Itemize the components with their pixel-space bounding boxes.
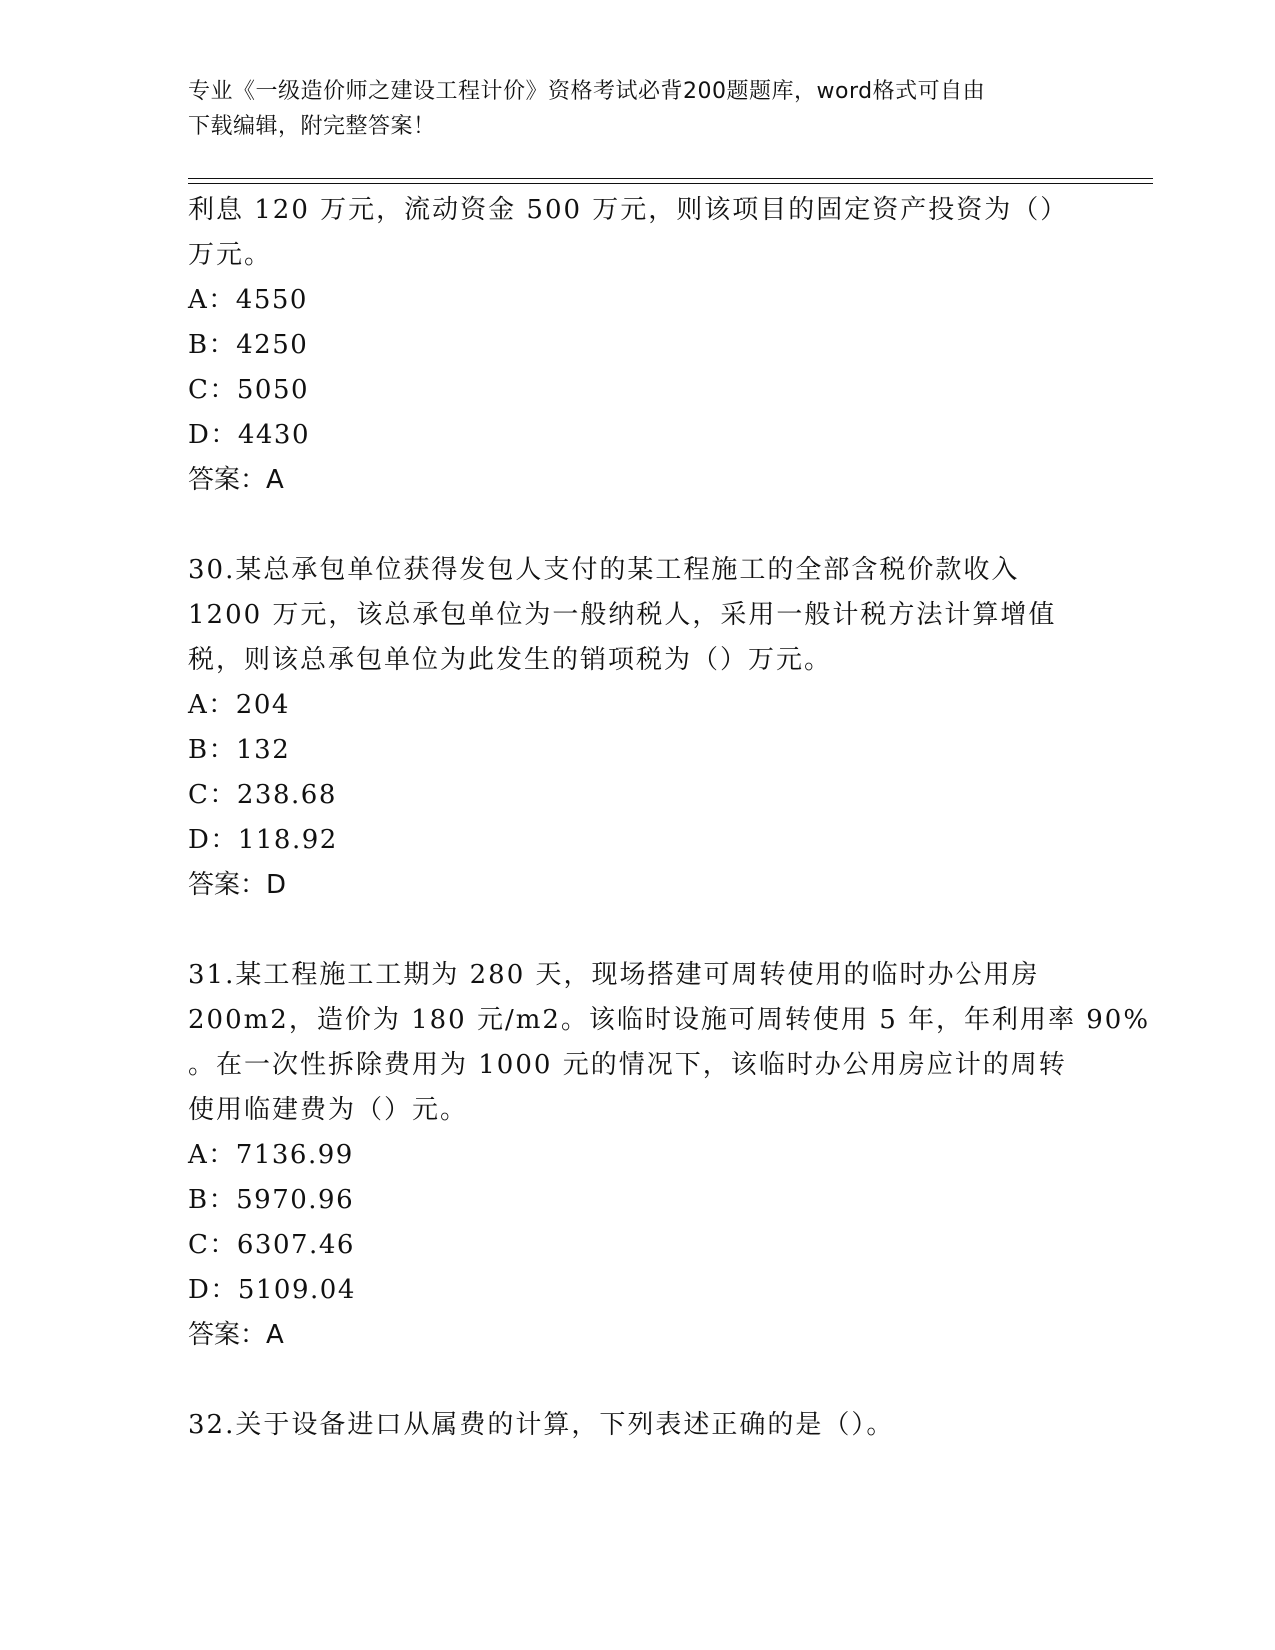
header-line-2: 下载编辑，附完整答案！ [188,114,436,139]
question-31-line-2: 200m2，造价为 180 元/m2。该临时设施可周转使用 5 年，年利用率 90% [188,1005,1151,1035]
question-29-answer: 答案：A [188,465,284,495]
question-30-option-a: A：204 [188,690,290,720]
header-divider-bottom [188,183,1153,184]
question-29-line-2: 万元。 [188,240,273,270]
question-29-option-c: C：5050 [188,375,310,405]
question-31-option-c: C：6307.46 [188,1230,355,1260]
question-29-option-b: B：4250 [188,330,309,360]
question-29-option-d: D：4430 [188,420,311,450]
question-30-answer: 答案：D [188,870,287,900]
spacer [188,503,1088,548]
question-31-option-b: B：5970.96 [188,1185,355,1215]
question-30-line-3: 税，则该总承包单位为此发生的销项税为（）万元。 [188,645,833,675]
spacer [188,1358,1088,1403]
question-32-line-1: 32.关于设备进口从属费的计算，下列表述正确的是（）。 [188,1410,895,1440]
header-divider-top [188,178,1153,179]
question-30-option-d: D：118.92 [188,825,338,855]
question-31-answer: 答案：A [188,1320,284,1350]
question-30-option-c: C：238.68 [188,780,337,810]
question-29 [188,188,1088,503]
question-content [188,188,1151,1448]
question-31-line-1: 31.某工程施工工期为 280 天，现场搭建可周转使用的临时办公用房 [188,960,1040,990]
question-30-line-2: 1200 万元，该总承包单位为一般纳税人，采用一般计税方法计算增值 [188,600,1057,630]
question-30-line-1: 30.某总承包单位获得发包人支付的某工程施工的全部含税价款收入 [188,555,1020,585]
question-30 [188,548,1088,908]
document-header [188,74,1088,144]
question-31-line-3: 。在一次性拆除费用为 1000 元的情况下，该临时办公用房应计的周转 [188,1050,1067,1080]
question-29-line-1: 利息 120 万元，流动资金 500 万元，则该项目的固定资产投资为（） [188,195,1069,225]
question-32 [188,1403,1088,1448]
question-31-option-d: D：5109.04 [188,1275,356,1305]
header-line-1: 专业《一级造价师之建设工程计价》资格考试必背200题题库，word格式可自由 [188,79,986,104]
question-31 [188,953,1151,1358]
question-30-option-b: B：132 [188,735,291,765]
question-29-option-a: A：4550 [188,285,308,315]
question-31-line-4: 使用临建费为（）元。 [188,1095,469,1125]
question-31-option-a: A：7136.99 [188,1140,354,1170]
spacer [188,908,1088,953]
